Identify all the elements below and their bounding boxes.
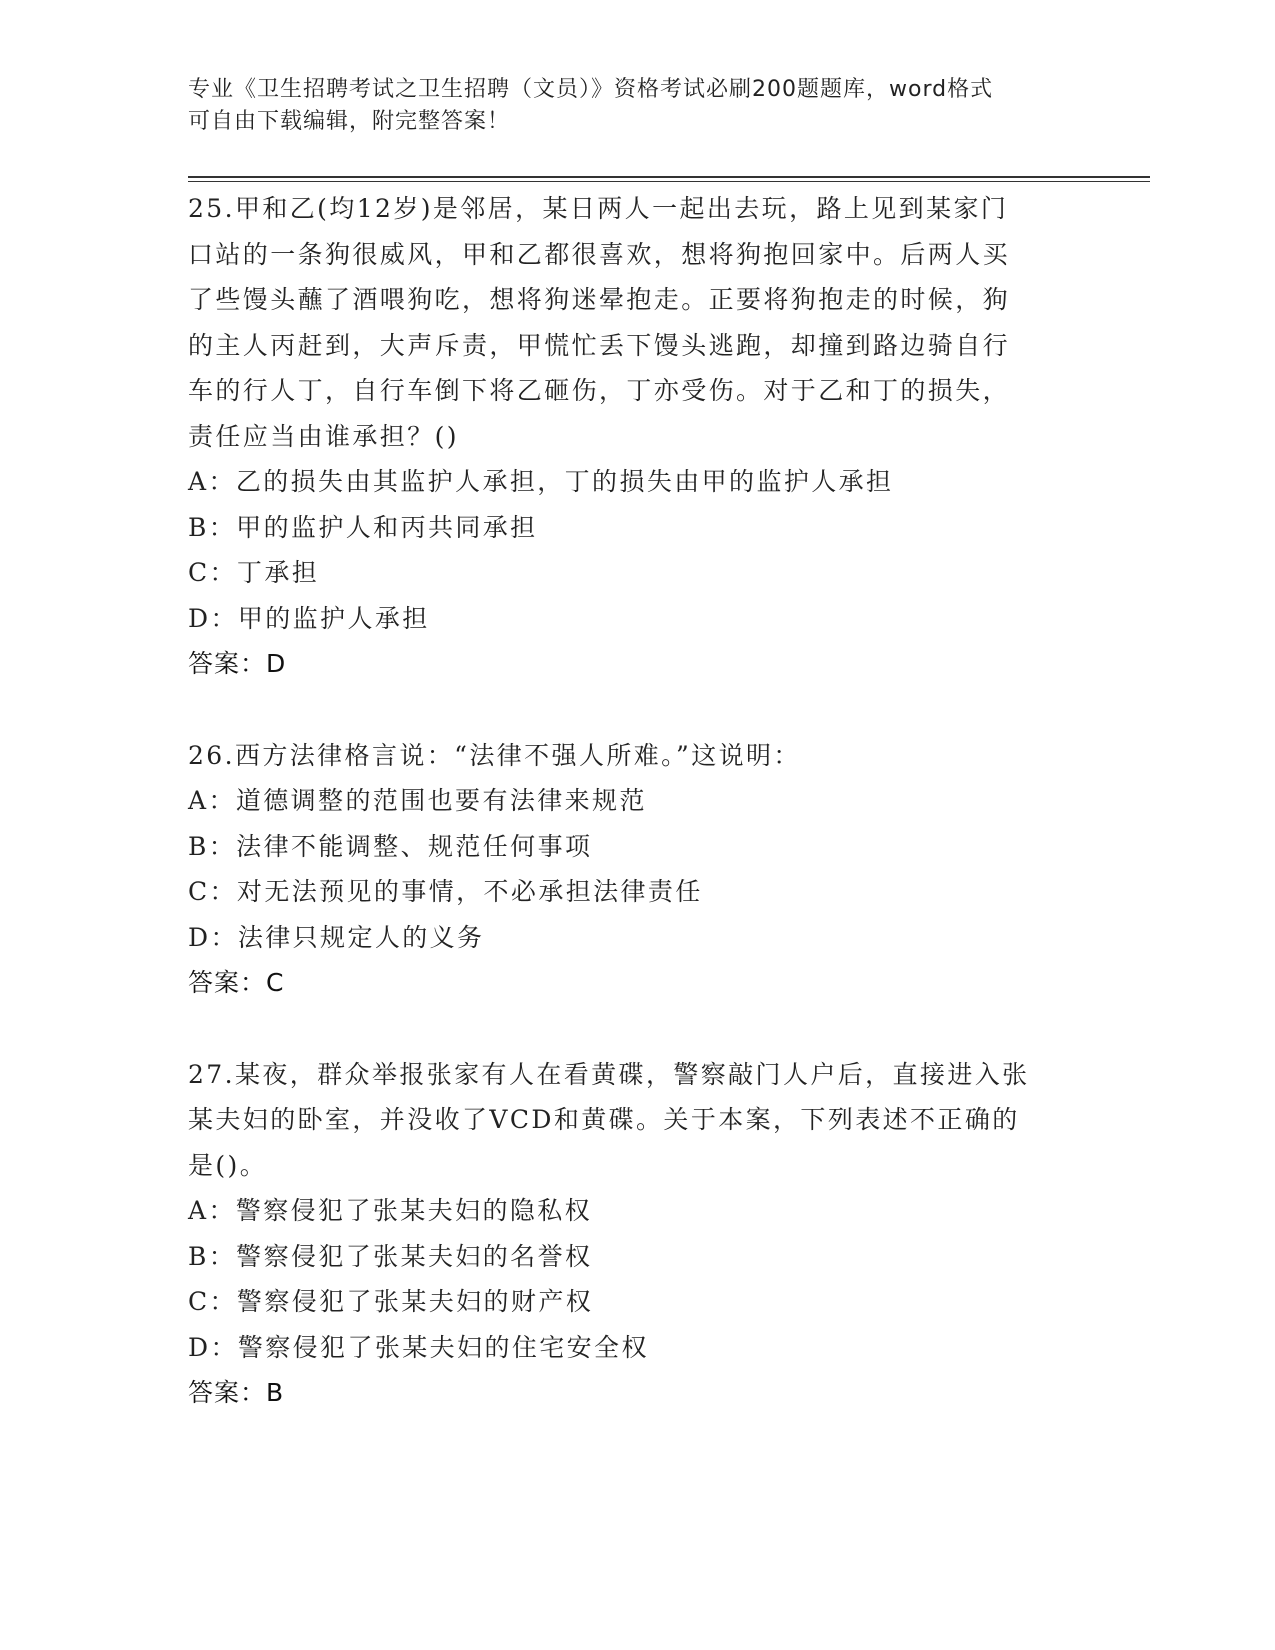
question-text-line: 车的行人丁，自行车倒下将乙砸伤，丁亦受伤。对于乙和丁的损失， bbox=[188, 376, 1011, 405]
question-text-line: 责任应当由谁承担？() bbox=[188, 421, 459, 451]
option-d: D：法律只规定人的义务 bbox=[188, 922, 485, 952]
option-c: C：对无法预见的事情，不必承担法律责任 bbox=[188, 877, 703, 906]
option-b: B：法律不能调整、规范任何事项 bbox=[188, 831, 593, 861]
question-spacer bbox=[188, 687, 1088, 733]
header-line-2: 可自由下载编辑，附完整答案！ bbox=[188, 109, 511, 134]
question-27 bbox=[188, 1052, 1088, 1416]
answer-line: 答案：C bbox=[188, 968, 285, 997]
option-b: B：甲的监护人和丙共同承担 bbox=[188, 512, 538, 542]
question-text-line: 的主人丙赶到，大声斥责，甲慌忙丢下馒头逃跑，却撞到路边骑自行 bbox=[188, 330, 1011, 360]
document-header bbox=[188, 74, 1068, 138]
header-divider-thin bbox=[188, 181, 1150, 182]
answer-line: 答案：D bbox=[188, 649, 287, 678]
option-c: C：丁承担 bbox=[188, 558, 320, 587]
option-d: D：警察侵犯了张某夫妇的住宅安全权 bbox=[188, 1332, 649, 1362]
question-text-line: 25.甲和乙(均12岁)是邻居，某日两人一起出去玩，路上见到某家门 bbox=[188, 194, 1009, 223]
option-a: A：乙的损失由其监护人承担，丁的损失由甲的监护人承担 bbox=[188, 467, 894, 496]
header-line-1: 专业《卫生招聘考试之卫生招聘（文员）》资格考试必刷200题题库，word格式 bbox=[188, 77, 994, 102]
question-spacer bbox=[188, 1006, 1088, 1052]
option-d: D：甲的监护人承担 bbox=[188, 603, 430, 633]
question-text-line: 27.某夜，群众举报张家有人在看黄碟，警察敲门人户后，直接进入张 bbox=[188, 1059, 1030, 1089]
option-c: C：警察侵犯了张某夫妇的财产权 bbox=[188, 1287, 594, 1316]
question-list bbox=[188, 186, 1088, 1416]
header-divider-thick bbox=[188, 176, 1150, 178]
question-text-line: 口站的一条狗很威风，甲和乙都很喜欢，想将狗抱回家中。后两人买 bbox=[188, 239, 1011, 269]
answer-line: 答案：B bbox=[188, 1378, 285, 1407]
option-b: B：警察侵犯了张某夫妇的名誉权 bbox=[188, 1241, 593, 1271]
question-text-line: 是()。 bbox=[188, 1150, 268, 1180]
option-a: A：警察侵犯了张某夫妇的隐私权 bbox=[188, 1196, 593, 1225]
question-25 bbox=[188, 186, 1088, 687]
option-a: A：道德调整的范围也要有法律来规范 bbox=[188, 786, 647, 815]
question-text-line: 26.西方法律格言说：“法律不强人所难。”这说明： bbox=[188, 740, 801, 770]
question-26 bbox=[188, 733, 1088, 1006]
question-text-line: 某夫妇的卧室，并没收了VCD和黄碟。关于本案，下列表述不正确的 bbox=[188, 1105, 1020, 1134]
question-text-line: 了些馒头蘸了酒喂狗吃，想将狗迷晕抱走。正要将狗抱走的时候，狗 bbox=[188, 285, 1011, 314]
